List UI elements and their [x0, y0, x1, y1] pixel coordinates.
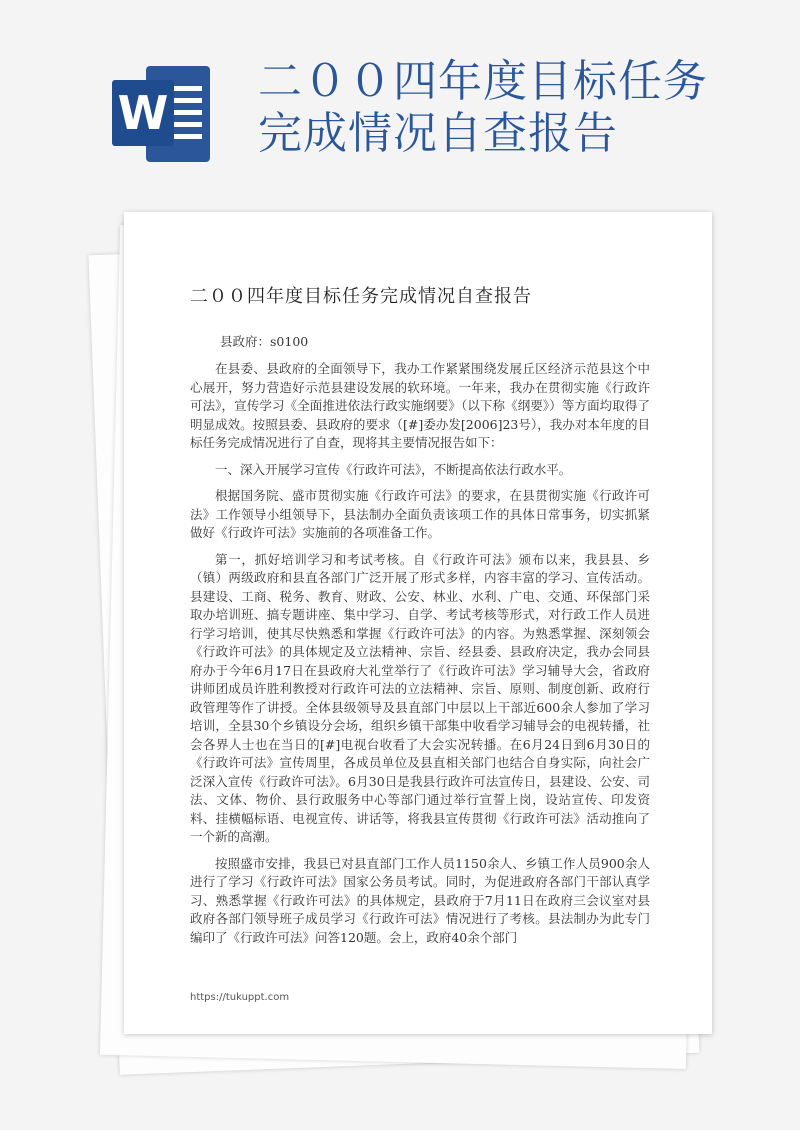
document-page: [124, 212, 712, 1034]
word-document-icon: [112, 66, 212, 162]
header-banner: [0, 0, 800, 210]
document-title: 二００四年度目标任务完成情况自查报告: [190, 286, 532, 307]
paragraph-exams: 按照盛市安排，我县已对县直部门工作人员1150余人、乡镇工作人员900余人进行了学习《行政许可法》国家公务员考试。同时，为促进政府各部门干部认真学习、熟悉掌握《行政许可法》的具体规定，县政府于7月11日在政府三会议室对县政府各部门领导班子成员学习《行政许可法》情况进行了考核。县法制办为此专门编印了《行政许可法》问答120题。会上，政府40余个部门: [190, 855, 650, 945]
word-letter-w: W: [112, 80, 174, 146]
paragraph-section-heading: 一、深入开展学习宣传《行政许可法》，不断提高依法行政水平。: [215, 461, 572, 477]
paragraph-training: 第一，抓好培训学习和考试考核。自《行政许可法》颁布以来，我县县、乡（镇）两级政府和县直各部门广泛开展了形式多样，内容丰富的学习、宣传活动。县建设、工商、税务、教育、财政、公安、林业、水利、广电、交通、环保部门采取办培训班、搞专题讲座、集中学习、自学、考试考核等形式，对行政工作人员进行学习培训，使其尽快熟悉和掌握《行政许可法》的内容。为熟悉掌握、深刻领会《行政许可法》的具体规定及立法精神、宗旨、经县委、县政府决定，我办会同县府办于今年6月17日在县政府大礼堂举行了《行政许可法》学习辅导大会，省政府讲师团成员许胜利教授对行政许可法的立法精神、宗旨、原则、制度创新、政府行政管理等作了讲授。全体县级领导及县直部门中层以上干部近600余人参加了学习培训，全县30个乡镇设分会场，组织乡镇干部集中收看学习辅导会的电视转播，社会各界人士也在当日的[#]电视台收看了大会实况转播。在6月24日到6月30日的《行政许可法》宣传周里，各成员单位及县直相关部门也结合自身实际，向社会广泛深入宣传《行政许可法》。6月30日是我县行政许可法宣传日，县建设、公安、司法、文体、物价、县行政服务中心等部门通过举行宣誓上岗，设站宣传、印发资料、挂横幅标语、电视宣传、讲话等，将我县宣传贯彻《行政许可法》活动推向了一个新的高潮。: [190, 551, 650, 844]
banner-title: [258, 56, 778, 160]
document-addressee: 县政府：s0100: [220, 334, 309, 349]
document-body: [190, 360, 650, 955]
footer-url: https://tukuppt.com: [190, 992, 290, 1003]
paragraph-background: 根据国务院、盛市贯彻实施《行政许可法》的要求，在县贯彻实施《行政许可法》工作领导小组领导下，县法制办全面负责该项工作的具体日常事务，切实抓紧做好《行政许可法》实施前的各项准备工作。: [190, 488, 650, 540]
paragraph-intro: 在县委、县政府的全面领导下，我办工作紧紧围绕发展丘区经济示范县这个中心展开，努力营造好示范县建设发展的软环境。一年来，我办在贯彻实施《行政许可法》，宣传学习《全面推进依法行政实施纲要》（以下称《纲要》）等方面均取得了明显成效。按照县委、县政府的要求（[#]委办发[2006]23号），我办对本年度的目标任务完成情况进行了自查，现将其主要情况报告如下：: [190, 361, 650, 450]
banner-title-line1: 二００四年度目标任务: [258, 56, 708, 107]
banner-title-line2: 完成情况自查报告: [258, 108, 618, 159]
